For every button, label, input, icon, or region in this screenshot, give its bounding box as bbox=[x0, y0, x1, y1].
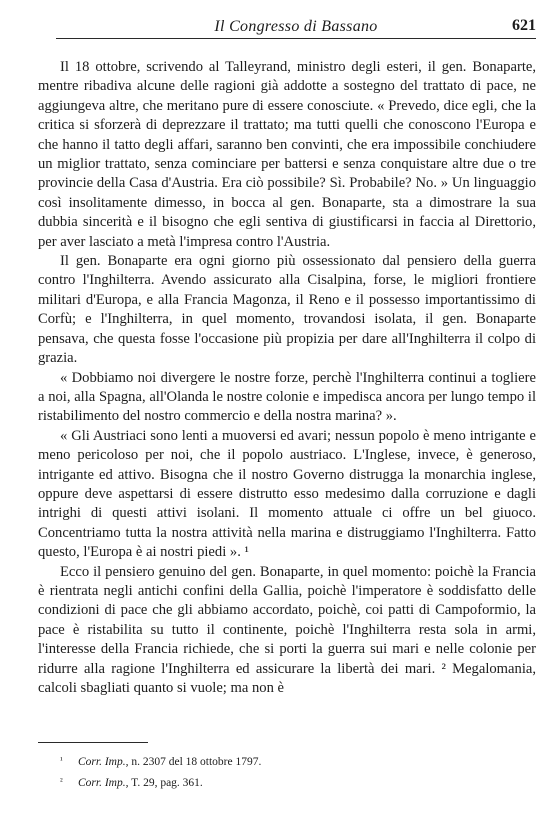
running-title: Il Congresso di Bassano bbox=[214, 18, 378, 35]
footnote-source: Corr. Imp., bbox=[78, 777, 129, 789]
footnote-mark: ¹ bbox=[60, 755, 63, 765]
paragraph: « Gli Austriaci sono lenti a muoversi ed avari; nessun popolo è meno intrigante e meno pericoloso per noi, che il popolo austriaco. L'Inglese, invece, è generoso, intrigante ed attivo. Bisogna che il nostro Governo distrugga la monarchia inglese, oppure deve aspettarsi di essere distrutto esso medesimo dalla corruzione e dagli intrighi di questi attivi isolani. Il momento attuale ci offre un bel giuoco. Concentriamo tutta la nostra attività nella marina e distruggiamo l'Inghilterra. Fatto questo, l'Europa è ai nostri piedi ». ¹ bbox=[38, 427, 536, 561]
footnote-mark: ² bbox=[60, 776, 63, 786]
paragraph: Il 18 ottobre, scrivendo al Talleyrand, ministro degli esteri, il gen. Bonaparte, mentre ribadiva alcune delle ragioni già addotte a sostegno del trattato di pace, ne aggiungeva altre, che meritano pure di essere conosciute. « Prevedo, dice egli, che la critica si sforzerà di deprezzare il trattato; ma tutti quelli che conoscono l'Europa e che hanno il tatto degli affari, saranno ben convinti, che era impossibile conchiudere un miglior trattato, senza cominciare per battersi e senza conquistare altre due o tre provincie della Casa d'Austria. Era ciò possibile? Sì. Probabile? No. » Un linguaggio così insolitamente dimesso, in bocca al gen. Bonaparte, sta a dimostrare la sua dubbia sincerità e il bisogno che egli sentiva di giustificarsi in faccia al Direttorio, per aver lasciato a metà l'impresa contro l'Austria. bbox=[38, 59, 536, 250]
footnote-text: T. 29, pag. 361. bbox=[131, 777, 203, 789]
page-header bbox=[56, 14, 536, 39]
footnotes bbox=[60, 751, 536, 793]
paragraph: « Dobbiamo noi divergere le nostre forze, perchè l'Inghilterra continui a togliere a noi, alla Spagna, all'Olanda le nostre colonie e impedisca ancora per lungo tempo il ristabilimento del nostro commercio e della nostra marina? ». bbox=[38, 369, 536, 425]
footnote-divider bbox=[38, 742, 148, 743]
page-number: 621 bbox=[512, 17, 536, 34]
paragraph: Il gen. Bonaparte era ogni giorno più ossessionato dal pensiero della guerra contro l'Inghilterra. Avendo assicurato alla Cisalpina, forse, le migliori frontiere militari d'Europa, e alla Francia Magonza, il Reno e il possesso importantissimo di Corfù; e l'Inghilterra, in quel momento, trovandosi isolata, il gen. Bonaparte pensava, che questa fosse l'occasione più propizia per dare all'Inghilterra il colpo di grazia. bbox=[38, 253, 536, 367]
footnote bbox=[60, 751, 536, 772]
paragraph: Ecco il pensiero genuino del gen. Bonaparte, in quel momento: poichè la Francia è rientrata negli antichi confini della Gallia, poichè l'imperatore è soddisfatto delle condizioni di pace che gli abbiamo accordato, poichè, coi patti di Campoformio, la pace è ristabilita su tutto il continente, poichè l'Inghilterra resta sola in armi, l'interesse della Francia richiede, che si porti la guerra sui mari e nelle colonie per ridurre alla ragione l'Inghilterra ed assicurare la libertà dei mari. ² Megalomania, calcoli sbagliati quanto si vuole; ma non è bbox=[38, 563, 536, 696]
footnote-text: n. 2307 del 18 ottobre 1797. bbox=[131, 756, 262, 768]
footnote bbox=[60, 772, 536, 793]
footnote-source: Corr. Imp., bbox=[78, 756, 129, 768]
body-text bbox=[38, 58, 536, 698]
